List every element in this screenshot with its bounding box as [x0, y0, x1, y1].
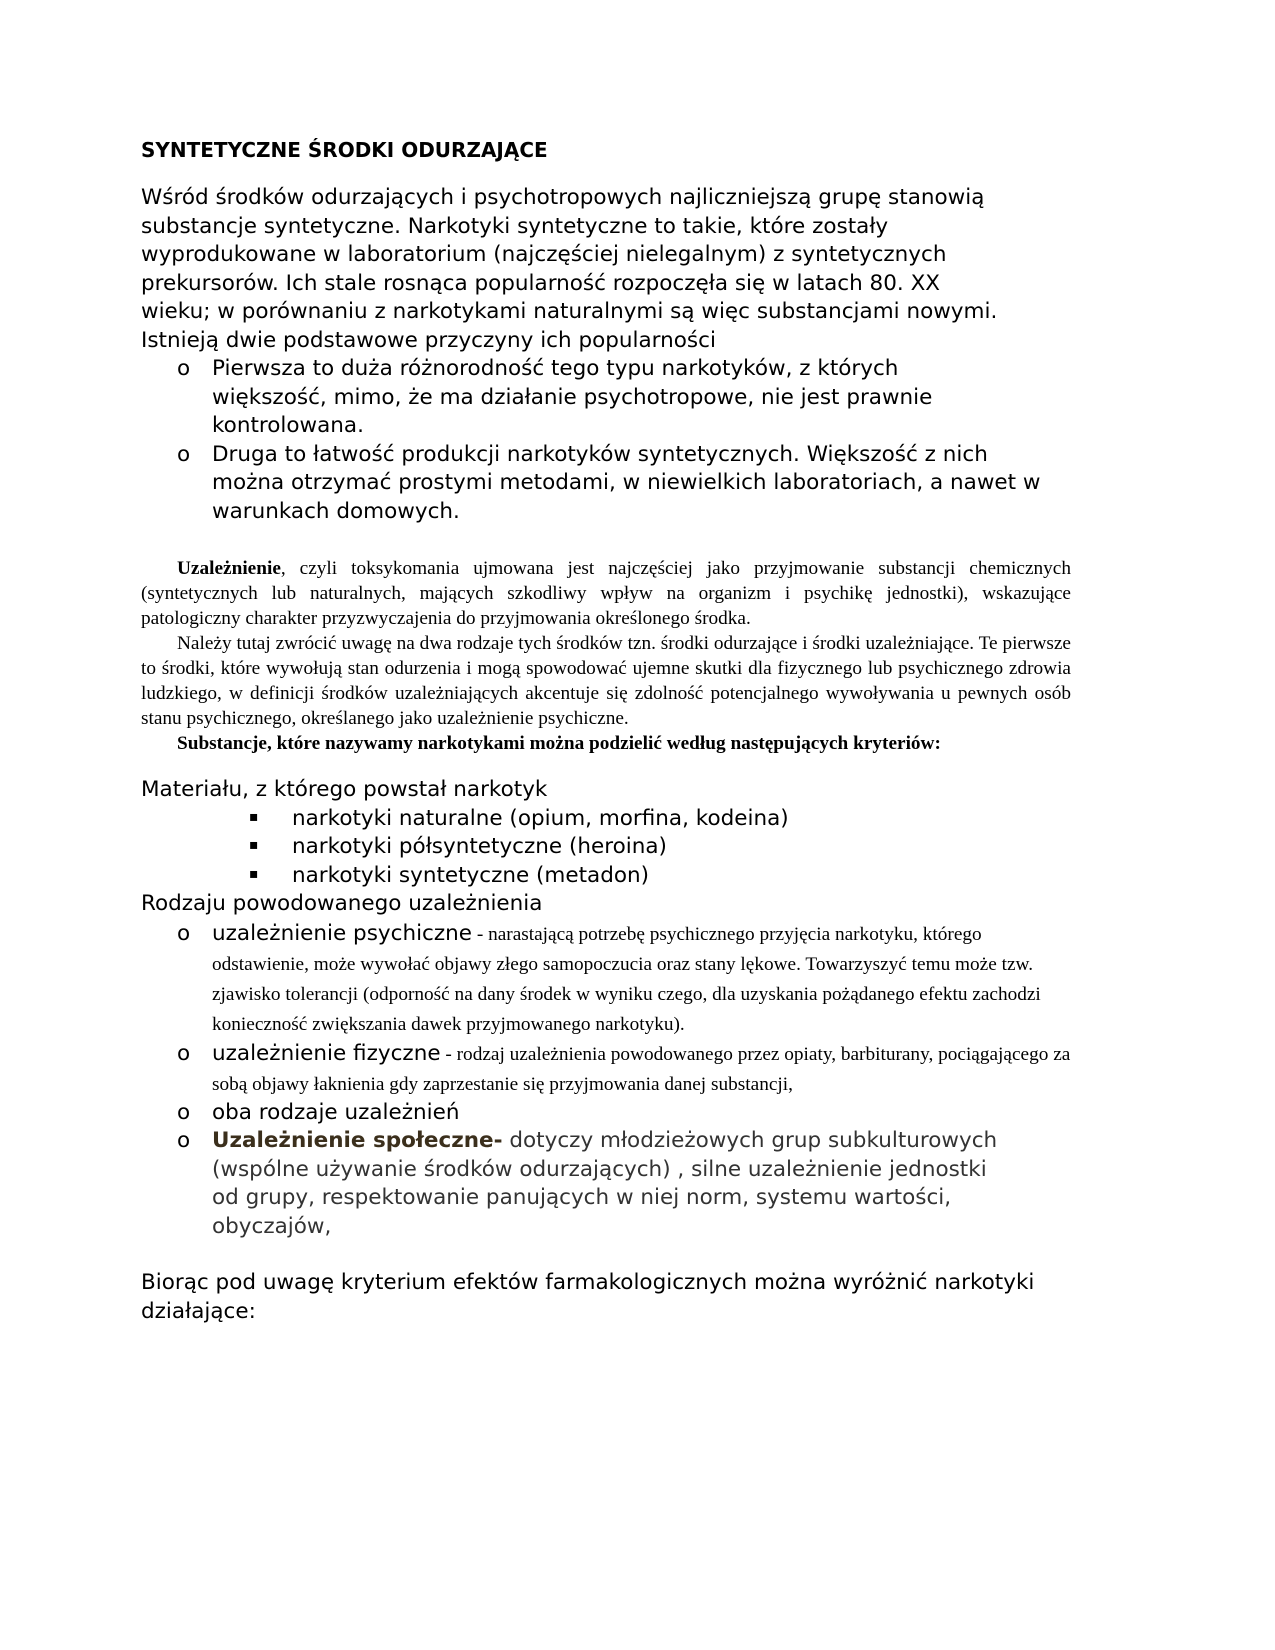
list-item: [141, 805, 1071, 834]
closing-paragraph: Biorąc pod uwagę kryterium efektów farmakologicznych można wyróżnić narkotyki działające:: [141, 1270, 1035, 1324]
term-description: - rodzaj uzależnienia powodowanego przez opiaty, barbiturany, pociągającego za sobą objawy łaknienia gdy zaprzestanie się przyjmowania danej substancji,: [212, 1043, 1071, 1095]
list-item: [141, 355, 1012, 441]
bullet-o: o: [177, 1040, 191, 1066]
list-item-text: narkotyki półsyntetyczne (heroina): [292, 834, 667, 859]
document-title: SYNTETYCZNE ŚRODKI ODURZAJĄCE: [141, 138, 548, 162]
bullet-o: o: [177, 920, 191, 946]
list-item-text: narkotyki naturalne (opium, morfina, kodeina): [292, 805, 789, 831]
bullet-o: o: [177, 1128, 191, 1153]
list-item: [141, 1039, 1072, 1099]
term: uzależnienie fizyczne: [212, 1040, 441, 1066]
paragraph-types: Należy tutaj zwrócić uwagę na dwa rodzaje tych środków tzn. środki odurzające i środki uzależniające. Te pierwsze to środki, które wywołują stan odurzenia i mogą spowodować ujemne skutki dla fizycznego lub psychicznego zdrowia ludzkiego, w definicji środków uzależniających akcentuje się zdolność potencjalnego wywoływania u pewnych osób stanu psychicznego, określanego jako uzależnienie psychiczne.: [141, 633, 1071, 729]
criterion-heading: Materiału, z którego powstał narkotyk: [141, 777, 548, 802]
document-page: [141, 138, 1071, 1326]
list-item-text: Pierwsza to duża różnorodność tego typu narkotyków, z których większość, mimo, że ma działanie psychotropowe, nie jest prawnie kontrolowana.: [212, 356, 933, 438]
term-description: - narastającą potrzebę psychicznego przyjęcia narkotyku, którego odstawienie, może wywołać objawy złego samopoczucia oraz stany lękowe. Towarzyszyć temu może tzw. zjawisko tolerancji (odporność na dany środek w wyniku czego, dla uzyskania pożądanego efektu zachodzi konieczność zwiększania dawek przyjmowanego narkotyku).: [212, 923, 1041, 1035]
list-item: [141, 833, 1071, 862]
paragraph-criteria: Substancje, które nazywamy narkotykami można podzielić według następujących kryteriów:: [177, 733, 941, 754]
paragraph-text: , czyli toksykomania ujmowana jest najczęściej jako przyjmowanie substancji chemicznych (syntetycznych lub naturalnych, mających szkodliwy wpływ na organizm i psychikę jednostki), wskazujące patologiczny charakter przyzwyczajenia do przyjmowania określonego środka.: [141, 558, 1071, 629]
term: oba rodzaje uzależnień: [212, 1099, 460, 1125]
paragraph-addiction: [141, 556, 1071, 631]
list-item: [141, 441, 1062, 527]
list-item: [141, 862, 1071, 891]
bold-term: Uzależnienie: [177, 558, 281, 579]
bullet-square: ▪: [249, 865, 259, 882]
criterion-heading: Rodzaju powodowanego uzależnienia: [141, 891, 543, 916]
bullet-square: ▪: [249, 837, 259, 853]
list-item-text: Druga to łatwość produkcji narkotyków syntetycznych. Większość z nich można otrzymać prostymi metodami, w niewielkich laboratoriach, a nawet w warunkach domowych.: [212, 441, 1041, 524]
bullet-o: o: [177, 441, 191, 467]
intro-paragraph: Wśród środków odurzających i psychotropowych najliczniejszą grupę stanowią substancje syntetyczne. Narkotyki syntetyczne to takie, które zostały wyprodukowane w laboratorium (najczęściej nielegalnym) z syntetycznych prekursorów. Ich stale rosnąca popularność rozpoczęła się w latach 80. XX wieku; w porównaniu z narkotykami naturalnymi są więc substancjami nowymi. Istnieją dwie podstawowe przyczyny ich popularności: [141, 185, 998, 353]
list-item-text: narkotyki syntetyczne (metadon): [292, 862, 650, 888]
bullet-o: o: [177, 1099, 191, 1125]
term: Uzależnienie społeczne-: [212, 1128, 503, 1153]
bullet-o: o: [177, 356, 191, 381]
list-item: [141, 1127, 1012, 1241]
list-item: [141, 919, 1072, 1039]
term-description: dotyczy młodzieżowych grup subkulturowych (wspólne używanie środków odurzających) , silne uzależnienie jednostki od grupy, respektowanie panujących w niej norm, systemu wartości, obyczajów,: [212, 1128, 998, 1239]
list-item: [141, 1099, 1071, 1128]
term: uzależnienie psychiczne: [212, 920, 473, 946]
bullet-square: ▪: [249, 808, 259, 825]
